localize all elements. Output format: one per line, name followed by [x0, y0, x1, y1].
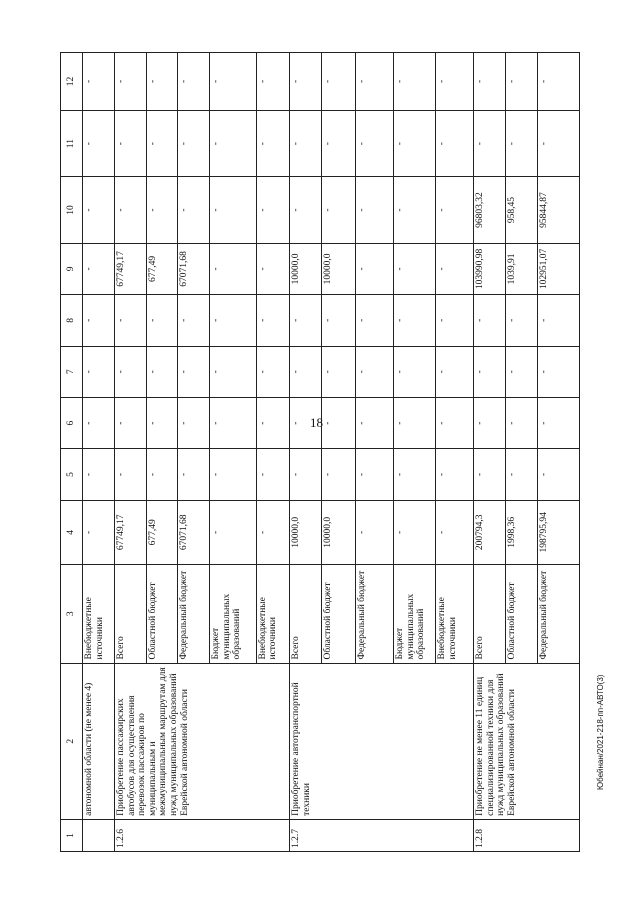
- value-cell: 677,49: [146, 243, 178, 294]
- value-cell: 96803,32: [474, 177, 506, 243]
- value-cell: -: [178, 397, 210, 448]
- value-cell: -: [436, 110, 474, 176]
- value-cell: -: [393, 500, 435, 564]
- value-cell: -: [146, 295, 178, 346]
- value-cell: -: [436, 397, 474, 448]
- value-cell: -: [114, 397, 146, 448]
- value-cell: -: [83, 177, 115, 243]
- value-cell: -: [83, 110, 115, 176]
- funding-source-cell: Областной бюджет: [505, 564, 537, 663]
- value-cell: -: [210, 53, 257, 111]
- value-cell: -: [290, 53, 322, 111]
- value-cell: -: [355, 243, 393, 294]
- value-cell: -: [114, 110, 146, 176]
- funding-source-cell: Внебюджетные источники: [256, 564, 290, 663]
- value-cell: -: [505, 449, 537, 500]
- value-cell: -: [83, 346, 115, 397]
- header-cell: 12: [61, 53, 83, 111]
- value-cell: -: [256, 449, 290, 500]
- header-cell: 1: [61, 819, 83, 851]
- value-cell: -: [210, 110, 257, 176]
- value-cell: -: [355, 449, 393, 500]
- value-cell: 67071,68: [178, 243, 210, 294]
- header-cell: 11: [61, 110, 83, 176]
- value-cell: -: [505, 110, 537, 176]
- value-cell: -: [474, 397, 506, 448]
- value-cell: -: [355, 110, 393, 176]
- header-cell: 9: [61, 243, 83, 294]
- value-cell: -: [146, 346, 178, 397]
- value-cell: -: [474, 53, 506, 111]
- value-cell: -: [474, 295, 506, 346]
- item-name-cell: Приобретение пассажирских автобусов для осуществления перевозок пассажиров по муниципальным и межмуниципальным маршрутам для нужд муниципальных образований Еврейской автономной области: [114, 663, 289, 819]
- value-cell: -: [537, 397, 579, 448]
- value-cell: -: [393, 449, 435, 500]
- funding-source-cell: Бюджет муниципальных образований: [393, 564, 435, 663]
- value-cell: -: [393, 295, 435, 346]
- table-body: [83, 53, 580, 852]
- value-cell: 103990,98: [474, 243, 506, 294]
- value-cell: -: [393, 53, 435, 111]
- value-cell: -: [146, 397, 178, 448]
- value-cell: -: [436, 243, 474, 294]
- value-cell: -: [322, 177, 356, 243]
- header-cell: 6: [61, 397, 83, 448]
- item-number-cell: 1.2.6: [114, 819, 289, 851]
- value-cell: -: [290, 449, 322, 500]
- value-cell: 1998,36: [505, 500, 537, 564]
- table-row: [290, 53, 322, 852]
- value-cell: 677,49: [146, 500, 178, 564]
- value-cell: -: [83, 53, 115, 111]
- value-cell: -: [393, 243, 435, 294]
- document-code-text: Юбейнан/2021-218-пп-АВТО(3): [596, 674, 605, 790]
- value-cell: -: [178, 177, 210, 243]
- page-number: 18: [310, 415, 323, 430]
- value-cell: -: [322, 53, 356, 111]
- value-cell: -: [355, 295, 393, 346]
- value-cell: -: [393, 346, 435, 397]
- funding-source-cell: Федеральный бюджет: [537, 564, 579, 663]
- value-cell: -: [322, 449, 356, 500]
- value-cell: -: [210, 177, 257, 243]
- value-cell: -: [436, 449, 474, 500]
- document-code-stamp: [596, 150, 612, 790]
- value-cell: -: [290, 346, 322, 397]
- value-cell: -: [355, 177, 393, 243]
- value-cell: 95844,87: [537, 177, 579, 243]
- value-cell: -: [436, 346, 474, 397]
- value-cell: 1039,91: [505, 243, 537, 294]
- value-cell: 67071,68: [178, 500, 210, 564]
- funding-source-cell: Всего: [114, 564, 146, 663]
- header-cell: 7: [61, 346, 83, 397]
- funding-source-cell: Областной бюджет: [146, 564, 178, 663]
- value-cell: -: [83, 500, 115, 564]
- value-cell: -: [146, 110, 178, 176]
- value-cell: -: [210, 295, 257, 346]
- funding-source-cell: Внебюджетные источники: [436, 564, 474, 663]
- value-cell: -: [436, 295, 474, 346]
- header-cell: 4: [61, 500, 83, 564]
- value-cell: -: [322, 346, 356, 397]
- value-cell: -: [436, 53, 474, 111]
- value-cell: -: [146, 449, 178, 500]
- value-cell: 102951,07: [537, 243, 579, 294]
- value-cell: -: [355, 500, 393, 564]
- value-cell: -: [393, 397, 435, 448]
- value-cell: -: [256, 53, 290, 111]
- value-cell: -: [83, 449, 115, 500]
- value-cell: -: [355, 53, 393, 111]
- value-cell: -: [210, 449, 257, 500]
- item-number-cell: 1.2.8: [474, 819, 580, 851]
- funding-source-cell: Внебюджетные источники: [83, 564, 115, 663]
- value-cell: -: [178, 449, 210, 500]
- header-row: [61, 53, 83, 852]
- value-cell: -: [393, 177, 435, 243]
- value-cell: -: [256, 295, 290, 346]
- item-number-cell: [83, 819, 115, 851]
- value-cell: -: [114, 177, 146, 243]
- item-name-cell: Приобретение автотранспортной техники: [290, 663, 474, 819]
- value-cell: -: [474, 346, 506, 397]
- funding-source-cell: Областной бюджет: [322, 564, 356, 663]
- value-cell: -: [537, 449, 579, 500]
- value-cell: -: [505, 346, 537, 397]
- value-cell: -: [537, 346, 579, 397]
- item-name-cell: Приобретение не менее 11 единиц специализированной техники для нужд муниципальных образований Еврейской автономной области: [474, 663, 580, 819]
- header-cell: 10: [61, 177, 83, 243]
- value-cell: -: [537, 110, 579, 176]
- funding-source-cell: Всего: [290, 564, 322, 663]
- value-cell: -: [210, 346, 257, 397]
- value-cell: -: [210, 243, 257, 294]
- value-cell: -: [436, 177, 474, 243]
- value-cell: -: [355, 397, 393, 448]
- value-cell: -: [290, 397, 322, 448]
- value-cell: 67749,17: [114, 500, 146, 564]
- header-cell: 5: [61, 449, 83, 500]
- table-row: [114, 53, 146, 852]
- value-cell: -: [290, 295, 322, 346]
- value-cell: -: [256, 397, 290, 448]
- value-cell: -: [146, 177, 178, 243]
- value-cell: -: [505, 295, 537, 346]
- value-cell: -: [210, 500, 257, 564]
- value-cell: 10000,0: [322, 243, 356, 294]
- value-cell: -: [256, 500, 290, 564]
- value-cell: -: [290, 177, 322, 243]
- funding-source-cell: Федеральный бюджет: [355, 564, 393, 663]
- value-cell: -: [537, 295, 579, 346]
- budget-table: [60, 52, 580, 852]
- header-cell: 8: [61, 295, 83, 346]
- value-cell: -: [393, 110, 435, 176]
- value-cell: 10000,0: [290, 243, 322, 294]
- value-cell: -: [256, 177, 290, 243]
- value-cell: -: [83, 397, 115, 448]
- value-cell: -: [114, 449, 146, 500]
- funding-source-cell: Федеральный бюджет: [178, 564, 210, 663]
- value-cell: -: [83, 243, 115, 294]
- value-cell: -: [256, 243, 290, 294]
- table-row: [474, 53, 506, 852]
- value-cell: 958,45: [505, 177, 537, 243]
- value-cell: -: [474, 110, 506, 176]
- item-name-cell: автономной области (не менее 4): [83, 663, 115, 819]
- value-cell: -: [114, 346, 146, 397]
- value-cell: -: [322, 110, 356, 176]
- value-cell: -: [114, 53, 146, 111]
- value-cell: -: [322, 295, 356, 346]
- value-cell: -: [322, 397, 356, 448]
- item-number-cell: 1.2.7: [290, 819, 474, 851]
- value-cell: -: [290, 110, 322, 176]
- value-cell: 67749,17: [114, 243, 146, 294]
- value-cell: -: [505, 397, 537, 448]
- value-cell: 10000,0: [290, 500, 322, 564]
- table-row: [83, 53, 115, 852]
- value-cell: -: [436, 500, 474, 564]
- rotated-table-area: [60, 52, 580, 852]
- value-cell: -: [114, 295, 146, 346]
- funding-source-cell: Бюджет муниципальных образований: [210, 564, 257, 663]
- header-cell: 3: [61, 564, 83, 663]
- value-cell: 10000,0: [322, 500, 356, 564]
- funding-source-cell: Всего: [474, 564, 506, 663]
- value-cell: -: [355, 346, 393, 397]
- value-cell: -: [210, 397, 257, 448]
- value-cell: -: [537, 53, 579, 111]
- value-cell: -: [505, 53, 537, 111]
- value-cell: -: [83, 295, 115, 346]
- value-cell: -: [178, 110, 210, 176]
- value-cell: -: [146, 53, 178, 111]
- value-cell: -: [178, 295, 210, 346]
- value-cell: -: [256, 110, 290, 176]
- value-cell: -: [474, 449, 506, 500]
- value-cell: -: [178, 346, 210, 397]
- value-cell: 200794,3: [474, 500, 506, 564]
- value-cell: 198795,94: [537, 500, 579, 564]
- value-cell: -: [178, 53, 210, 111]
- value-cell: -: [256, 346, 290, 397]
- header-cell: 2: [61, 663, 83, 819]
